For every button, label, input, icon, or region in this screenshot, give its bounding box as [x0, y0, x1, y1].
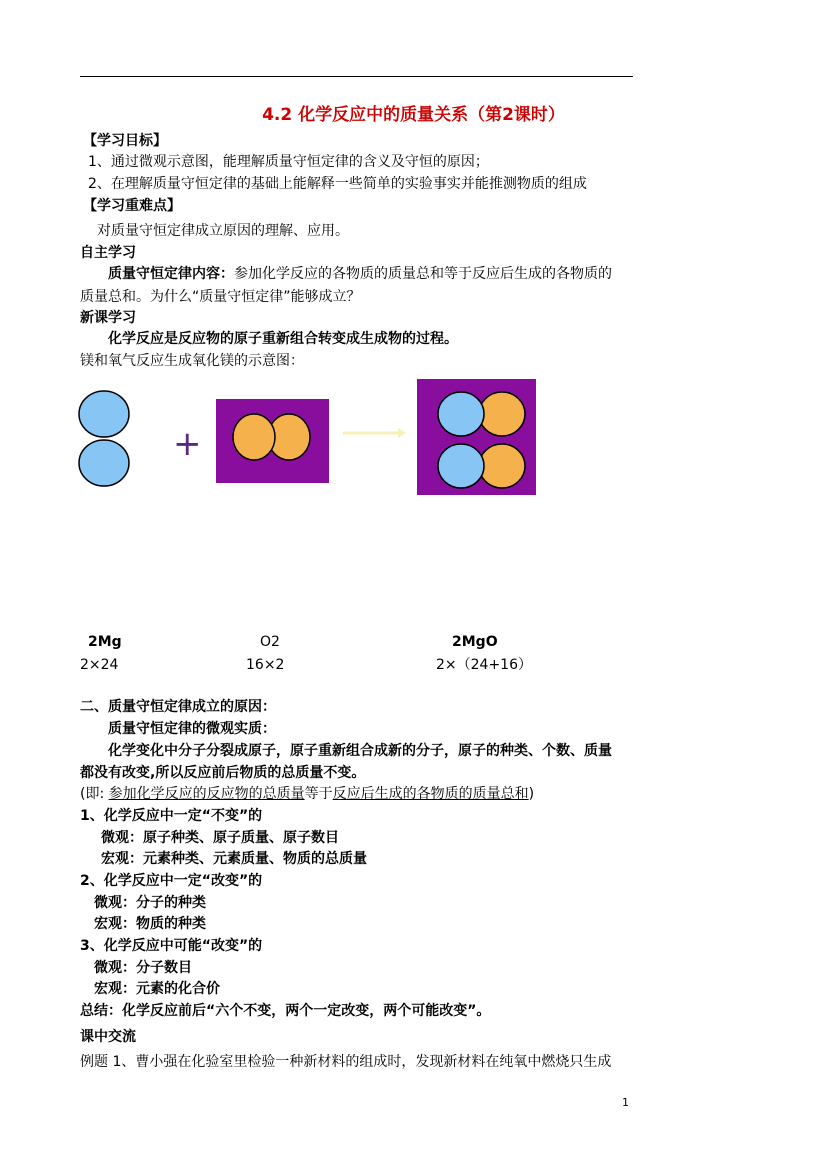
- point-3-micro: 微观：分子数目: [94, 960, 192, 976]
- key-points-heading: 【学习重难点】: [83, 198, 181, 214]
- new-lesson-heading: 新课学习: [80, 310, 136, 326]
- mg-atom-2: [79, 440, 129, 486]
- example-1: 例题 1、曹小强在化验室里检验一种新材料的组成时，发现新材料在纯氧中燃烧只生成: [80, 1054, 612, 1070]
- self-study-heading: 自主学习: [80, 245, 136, 261]
- point-1-heading: 1、化学反应中一定“不变”的: [80, 808, 263, 824]
- section2-para-1: 化学变化中分子分裂成原子，原子重新组合成新的分子，原子的种类、个数、质量: [108, 743, 612, 759]
- mgo-o-atom-2: [479, 444, 525, 488]
- objective-item-1: 1、通过微观示意图，能理解质量守恒定律的含义及守恒的原因；: [88, 154, 489, 170]
- point-2-macro: 宏观：物质的种类: [94, 916, 206, 932]
- section2-para-2: 都没有改变,所以反应前后物质的总质量不变。: [80, 765, 366, 781]
- law-text-1: 参加化学反应的各物质的质量总和等于反应后生成的各物质的: [234, 266, 612, 282]
- mass-mgo: 2×（24+16）: [436, 657, 532, 673]
- reaction-statement: 化学反应是反应物的原子重新组合转变成生成物的过程。: [108, 331, 458, 347]
- note-mid: 等于: [304, 786, 333, 802]
- point-1-macro: 宏观：元素种类、元素质量、物质的总质量: [101, 851, 367, 867]
- objectives-heading: 【学习目标】: [83, 133, 167, 149]
- point-3-heading: 3、化学反应中可能“改变”的: [80, 938, 263, 954]
- mgo-mg-atom-1: [438, 392, 484, 436]
- self-study-paragraph-2: 质量总和。为什么“质量守恒定律”能够成立？: [80, 289, 361, 305]
- formula-o2: O2: [260, 634, 280, 650]
- point-2-heading: 2、化学反应中一定“改变”的: [80, 873, 263, 889]
- note-underline-2: 反应后生成的各物质的质量总和: [332, 786, 529, 802]
- page-number: 1: [622, 1096, 629, 1109]
- page-title: 4.2 化学反应中的质量关系（第2课时）: [262, 105, 565, 125]
- summary: 总结：化学反应前后“六个不变，两个一定改变，两个可能改变”。: [80, 1003, 491, 1019]
- formula-mgo: 2MgO: [452, 634, 498, 650]
- section2-heading: 二、质量守恒定律成立的原因：: [80, 699, 276, 715]
- objective-item-2: 2、在理解质量守恒定律的基础上能解释一些简单的实验事实并能推测物质的组成: [88, 176, 587, 192]
- note-suffix: ): [528, 786, 535, 802]
- law-label: 质量守恒定律内容：: [108, 266, 234, 282]
- mg-atom-1: [79, 391, 129, 437]
- reaction-diagram: [0, 0, 827, 520]
- formula-mg: 2Mg: [88, 634, 122, 650]
- note-underline-1: 参加化学反应的反应物的总质量: [108, 786, 305, 802]
- point-2-micro: 微观：分子的种类: [94, 895, 206, 911]
- o-atom-left: [233, 414, 275, 460]
- mass-mg: 2×24: [80, 657, 119, 673]
- section2-note: [80, 785, 534, 803]
- exchange-heading: 课中交流: [80, 1029, 136, 1045]
- mgo-o-atom-1: [479, 392, 525, 436]
- section2-subheading: 质量守恒定律的微观实质：: [108, 721, 276, 737]
- note-prefix: (即:: [80, 786, 109, 802]
- point-3-macro: 宏观：元素的化合价: [94, 981, 220, 997]
- diagram-caption: 镁和氧气反应生成氧化镁的示意图：: [80, 353, 304, 369]
- mass-o2: 16×2: [246, 657, 285, 673]
- mgo-mg-atom-2: [438, 444, 484, 488]
- point-1-micro: 微观：原子种类、原子质量、原子数目: [101, 830, 339, 846]
- arrow-head: [398, 428, 406, 438]
- key-points-text: 对质量守恒定律成立原因的理解、应用。: [97, 223, 349, 239]
- plus-sign: +: [173, 424, 202, 464]
